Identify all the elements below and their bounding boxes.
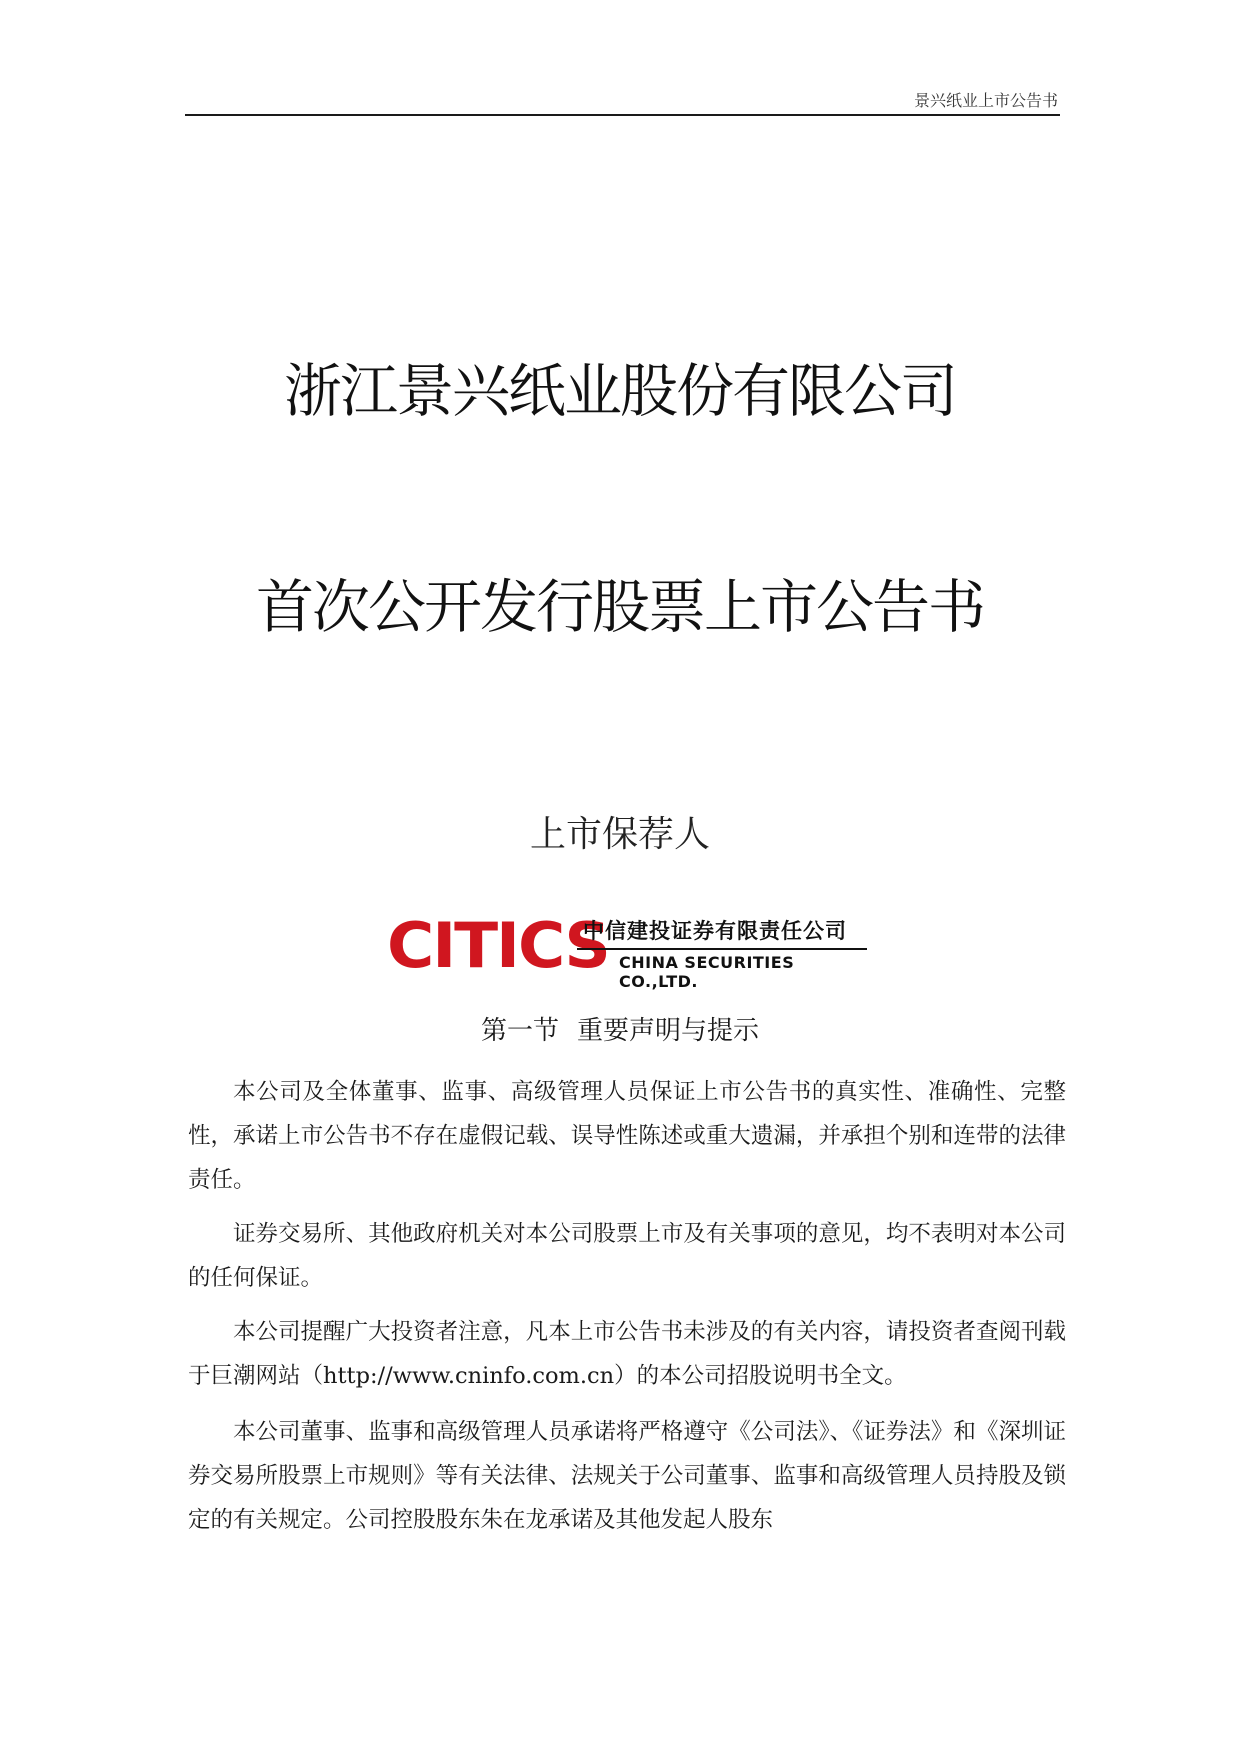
sponsor-name-en: CHINA SECURITIES CO.,LTD. xyxy=(619,953,795,991)
paragraph: 证券交易所、其他政府机关对本公司股票上市及有关事项的意见，均不表明对本公司的任何保证。 xyxy=(188,1221,1066,1291)
section-title: 重要声明与提示 xyxy=(577,1016,760,1046)
paragraph: 本公司董事、监事和高级管理人员承诺将严格遵守《公司法》、《证券法》和《深圳证券交易所股票上市规则》等有关法律、法规关于公司董事、监事和高级管理人员持股及锁定的有关规定。公司控股股东朱在龙承诺及其他发起人股东 xyxy=(188,1419,1066,1533)
section-heading xyxy=(0,1010,1240,1047)
citics-logo-mark: CITICS xyxy=(387,909,609,982)
company-title: 浙江景兴纸业股份有限公司 xyxy=(283,357,956,425)
header-divider xyxy=(185,114,1060,116)
body-text xyxy=(188,1070,1066,1552)
logo-divider xyxy=(577,948,867,950)
running-header: 景兴纸业上市公告书 xyxy=(913,91,1058,110)
document-title: 首次公开发行股票上市公告书 xyxy=(255,573,984,641)
sponsor-name-cn: 中信建投证券有限责任公司 xyxy=(583,919,847,943)
sponsor-label: 上市保荐人 xyxy=(529,814,710,855)
sponsor-logo xyxy=(387,909,877,991)
paragraph: 本公司提醒广大投资者注意，凡本上市公告书未涉及的有关内容，请投资者查阅刊载于巨潮网站（http://www.cninfo.com.cn）的本公司招股说明书全文。 xyxy=(188,1319,1066,1389)
section-number: 第一节 xyxy=(480,1016,559,1046)
paragraph: 本公司及全体董事、监事、高级管理人员保证上市公告书的真实性、准确性、完整性，承诺上市公告书不存在虚假记载、误导性陈述或重大遗漏，并承担个别和连带的法律责任。 xyxy=(188,1079,1066,1193)
